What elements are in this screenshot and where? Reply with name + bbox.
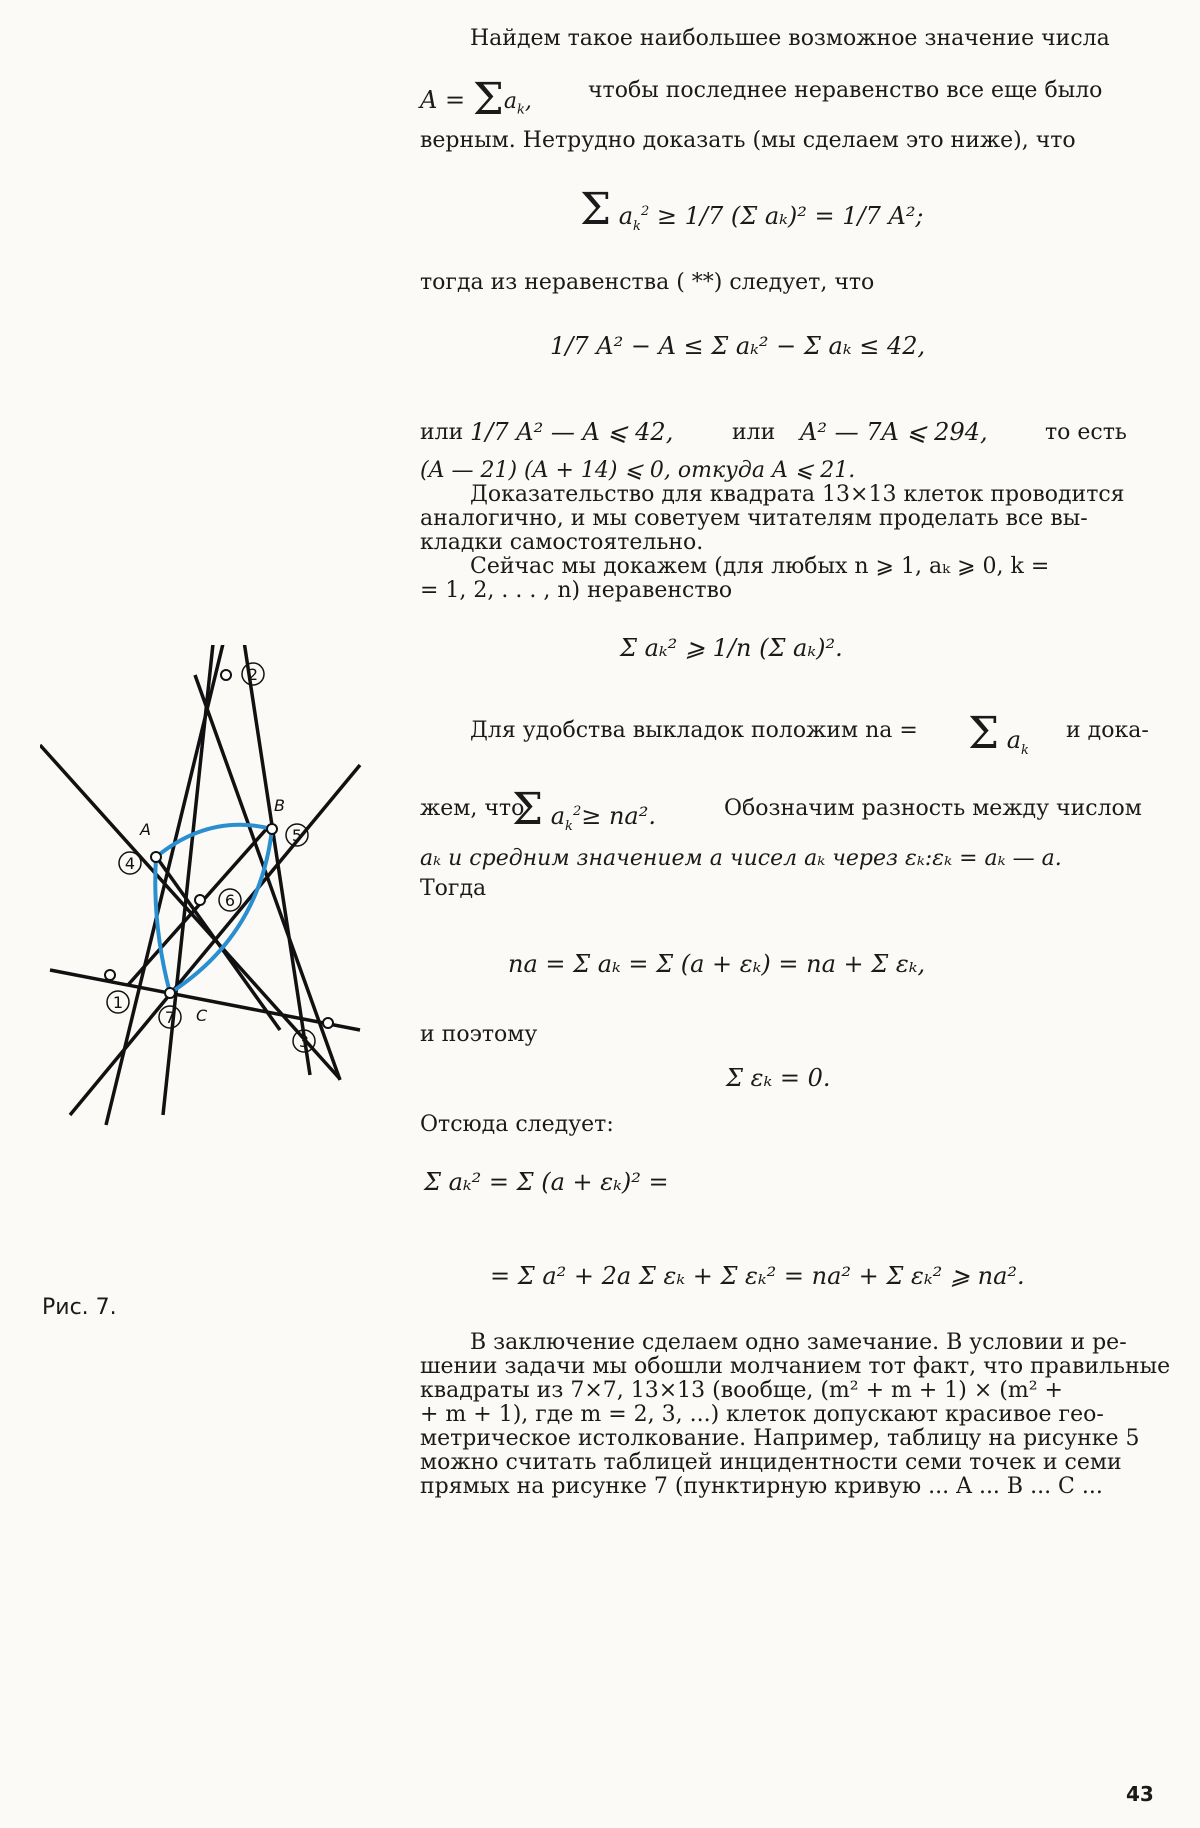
point	[323, 1018, 333, 1028]
point-label-B: B	[274, 796, 285, 815]
text-line: Тогда	[420, 876, 487, 901]
point	[267, 824, 277, 834]
page-number: 43	[1126, 1782, 1154, 1806]
formula-sum-sq: Σ $a_k^2 \ge 1/7$ (Σ aₖ)² = 1/7 A²;	[580, 184, 924, 235]
text-line: Отсюда следует:	[420, 1112, 614, 1137]
point-label-A: A	[140, 820, 151, 839]
formula-f13: Σ $a_k^2\ge na^2$.	[512, 784, 656, 835]
point	[105, 970, 115, 980]
text-line: метрическое истолкование. Например, таблицу на рисунке 5	[420, 1426, 1140, 1451]
circle-label: 1	[112, 993, 124, 1012]
text-line: aₖ и средним значением a чисел aₖ через εₖ:εₖ = aₖ — a.	[420, 846, 1062, 871]
text-line: жем, что	[420, 796, 525, 821]
text-line: шении задачи мы обошли молчанием тот факт, что правильные	[420, 1354, 1171, 1379]
text-line: Обозначим разность между числом	[724, 796, 1142, 821]
text-line: прямых на рисунке 7 (пунктирную кривую ... A ... B ... C ...	[420, 1474, 1103, 1499]
formula-f15: na = Σ aₖ = Σ (a + εₖ) = na + Σ εₖ,	[508, 950, 926, 978]
formula-f17b: = Σ a² + 2a Σ εₖ + Σ εₖ² = na² + Σ εₖ² ⩾ na².	[490, 1262, 1025, 1290]
formula-main-ineq: Σ aₖ² ⩾ 1/n (Σ aₖ)².	[620, 634, 843, 662]
text-line: Сейчас мы докажем (для любых n ⩾ 1, aₖ ⩾ 0, k =	[470, 554, 1050, 579]
text-line: можно считать таблицей инцидентности семи точек и семи	[420, 1450, 1122, 1475]
text-line: Найдем такое наибольшее возможное значение числа	[470, 26, 1110, 51]
circle-label: 2	[247, 665, 259, 684]
text-line: Для удобства выкладок положим na =	[470, 718, 918, 743]
point	[195, 895, 205, 905]
formula-sum: Σ $a_k$	[968, 708, 1029, 759]
circle-label: 3	[298, 1032, 310, 1051]
point-label-C: C	[196, 1006, 208, 1025]
point	[165, 988, 175, 998]
text-line: или	[732, 420, 776, 445]
point	[151, 852, 161, 862]
text-line: верным. Нетрудно доказать (мы сделаем это ниже), что	[420, 128, 1076, 153]
text-line: кладки самостоятельно.	[420, 530, 704, 555]
point	[221, 670, 231, 680]
text-line: чтобы последнее неравенство все еще было	[588, 78, 1103, 103]
formula-f5b: A² — 7A ⩽ 294,	[800, 418, 988, 446]
text-line: (A — 21) (A + 14) ⩽ 0, откуда A ⩽ 21.	[420, 458, 856, 483]
text-line: квадраты из 7×7, 13×13 (вообще, (m² + m + 1) × (m² +	[420, 1378, 1063, 1403]
text-line: = 1, 2, . . . , n) неравенство	[420, 578, 733, 603]
formula-A: $A = \Sigma a_k$,	[420, 74, 532, 125]
text-line: то есть	[1045, 420, 1127, 445]
text-line: + m + 1), где m = 2, 3, ...) клеток допускают красивое гео-	[420, 1402, 1104, 1427]
text-line: и дока-	[1066, 718, 1149, 743]
text-line: тогда из неравенства ( **) следует, что	[420, 270, 875, 295]
formula-f16: Σ εₖ = 0.	[726, 1064, 831, 1092]
text-line: В заключение сделаем одно замечание. В условии и ре-	[470, 1330, 1127, 1355]
text-line: Доказательство для квадрата 13×13 клеток проводится	[470, 482, 1125, 507]
circle-label: 5	[291, 826, 303, 845]
formula-f5a: 1/7 A² — A ⩽ 42,	[470, 418, 674, 446]
figure-7	[40, 645, 400, 1285]
text-line: или	[420, 420, 464, 445]
text-line: аналогично, и мы советуем читателям проделать все вы-	[420, 506, 1088, 531]
text-line: и поэтому	[420, 1022, 538, 1047]
figure-caption: Рис. 7.	[42, 1295, 117, 1320]
circle-label: 7	[164, 1008, 176, 1027]
formula-f17a: Σ aₖ² = Σ (a + εₖ)² =	[424, 1168, 669, 1196]
line	[40, 745, 340, 1079]
formula-ineq: 1/7 A² − A ≤ Σ aₖ² − Σ aₖ ≤ 42,	[550, 332, 926, 360]
circle-label: 6	[224, 891, 236, 910]
circle-label: 4	[124, 854, 136, 873]
line	[195, 675, 340, 1080]
